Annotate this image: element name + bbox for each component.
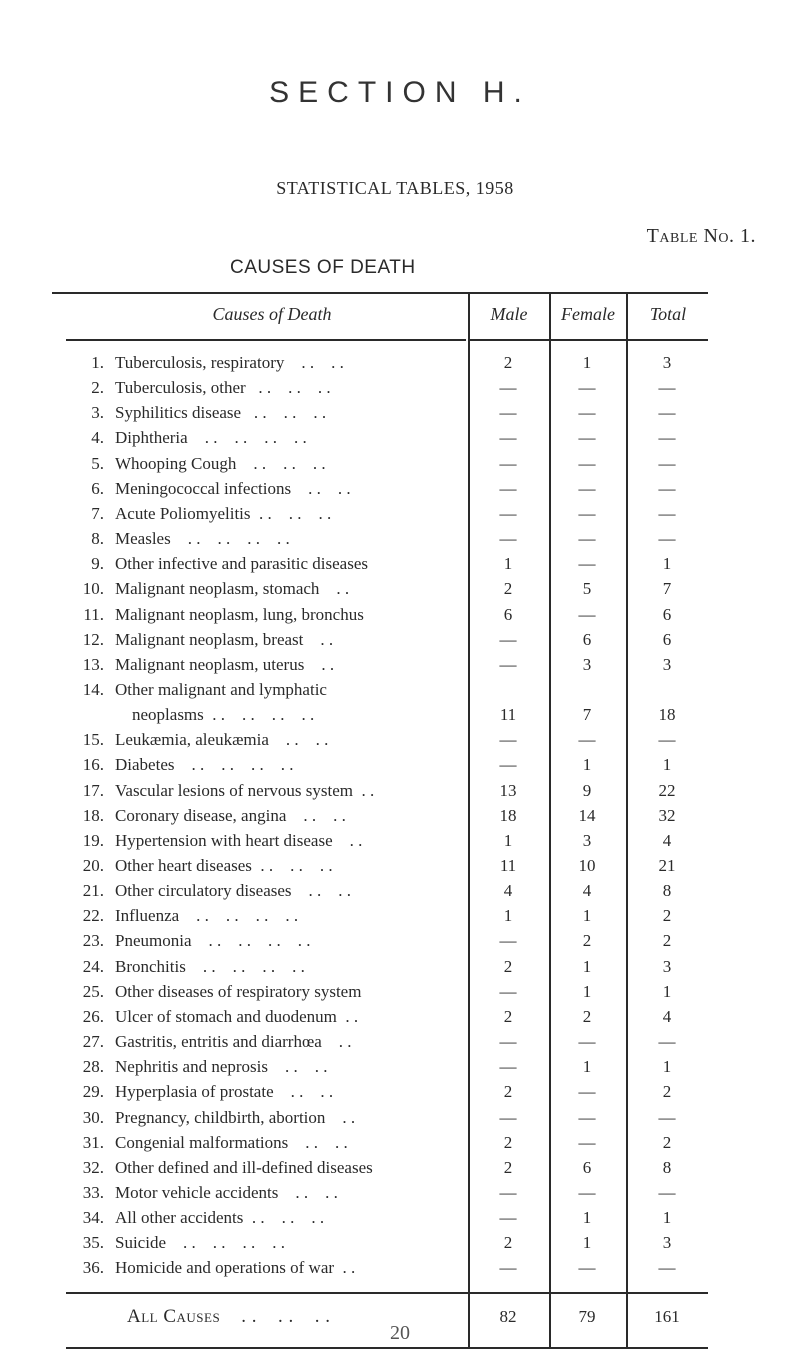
totals-male: 82 [499, 1307, 517, 1326]
table-row [52, 503, 708, 525]
row-number: 17. [82, 780, 104, 800]
row-male-value: — [499, 403, 517, 423]
row-total-value: 1 [662, 981, 672, 1001]
row-female-value: 5 [582, 579, 592, 599]
row-female-value: — [578, 604, 596, 624]
table-row [52, 1056, 708, 1078]
table-row [52, 905, 708, 927]
row-cause-label: Other defined and ill-defined diseases [115, 1157, 373, 1177]
row-male-value: 11 [499, 705, 517, 725]
row-number: 3. [91, 403, 104, 423]
row-cause-label: Hyperplasia of prostate . . . . [115, 1082, 334, 1102]
row-female-value: 1 [582, 755, 592, 775]
row-female-value: 10 [578, 856, 596, 875]
row-total-value: 8 [662, 1157, 672, 1177]
row-male-value: 18 [499, 805, 517, 825]
row-male-value: 11 [499, 856, 517, 875]
row-male-value: 2 [503, 1082, 513, 1102]
table-row [52, 553, 708, 575]
row-male-value: 1 [503, 830, 513, 850]
row-male-value: — [499, 1258, 517, 1278]
row-total-value: — [658, 730, 676, 750]
table-row [52, 352, 708, 374]
row-male-value: — [499, 629, 517, 649]
row-male-value: 4 [503, 881, 513, 901]
column-header-total: Total [649, 304, 687, 324]
row-female-value: — [578, 378, 596, 398]
row-number: 12. [82, 629, 104, 649]
row-cause-label: neoplasms . . . . . . . . [115, 705, 315, 725]
row-male-value: 1 [503, 554, 513, 574]
row-female-value: — [578, 1132, 596, 1152]
row-total-value: 4 [662, 1006, 672, 1026]
row-total-value: 1 [662, 554, 672, 574]
row-male-value: — [499, 730, 517, 750]
row-number: 26. [82, 1006, 104, 1026]
row-female-value: — [578, 1107, 596, 1127]
row-cause-label: Syphilitics disease . . . . . . [115, 403, 327, 423]
row-male-value: — [499, 931, 517, 951]
table-row [52, 604, 708, 626]
row-male-value: — [499, 755, 517, 775]
row-cause-label: Pneumonia . . . . . . . . [115, 931, 311, 951]
table-row [52, 880, 708, 902]
table-row [52, 1081, 708, 1103]
row-cause-label: Diabetes . . . . . . . . [115, 755, 294, 775]
row-number: 8. [91, 529, 104, 549]
causes-of-death-table [52, 292, 708, 1348]
row-number: 20. [82, 856, 104, 875]
row-number: 1. [91, 353, 104, 372]
row-male-value: 13 [499, 780, 517, 800]
row-female-value: 9 [582, 780, 592, 800]
row-total-value: 21 [658, 856, 676, 875]
row-total-value: — [658, 1032, 676, 1052]
row-female-value: 1 [582, 906, 592, 926]
row-female-value: 1 [582, 1057, 592, 1077]
column-header-cause: Causes of Death [212, 304, 332, 324]
totals-female: 79 [578, 1307, 596, 1326]
row-male-value: — [499, 654, 517, 674]
row-female-value: — [578, 503, 596, 523]
row-male-value: — [499, 1107, 517, 1127]
table-row [52, 1107, 708, 1129]
row-cause-label: Motor vehicle accidents . . . . [115, 1182, 338, 1202]
row-cause-label: Other diseases of respiratory system [115, 981, 362, 1001]
row-number: 34. [82, 1208, 104, 1228]
row-female-value: 7 [582, 705, 592, 725]
row-female-value: — [578, 529, 596, 549]
row-number: 32. [82, 1157, 104, 1177]
row-male-value: 2 [503, 579, 513, 599]
row-cause-label: Malignant neoplasm, breast . . [115, 629, 334, 649]
row-cause-label: Vascular lesions of nervous system . . [115, 780, 375, 800]
row-number: 15. [82, 730, 104, 750]
table-row [52, 704, 708, 726]
row-male-value: — [499, 1208, 517, 1228]
row-female-value: — [578, 478, 596, 498]
row-male-value: 6 [503, 604, 513, 624]
table-row [52, 855, 708, 877]
row-cause-label: Leukæmia, aleukæmia . . . . [115, 730, 329, 750]
row-total-value: — [658, 453, 676, 473]
row-female-value: 1 [582, 956, 592, 976]
row-cause-label: Other circulatory diseases . . . . [115, 881, 352, 901]
row-number: 18. [82, 805, 104, 825]
table-row [52, 956, 708, 978]
row-male-value: 2 [503, 956, 513, 976]
table-row [52, 1031, 708, 1053]
row-number: 7. [91, 503, 104, 523]
row-number: 4. [91, 428, 104, 448]
table-row [52, 679, 708, 701]
row-total-value: — [658, 1107, 676, 1127]
row-number: 33. [82, 1182, 104, 1202]
row-female-value: — [578, 1182, 596, 1202]
row-total-value: — [658, 1258, 676, 1278]
row-cause-label: All other accidents . . . . . . [115, 1208, 325, 1228]
row-male-value: — [499, 453, 517, 473]
table-row [52, 654, 708, 676]
totals-top-rule [66, 1292, 708, 1294]
subtitle: STATISTICAL TABLES, 1958 [276, 178, 514, 198]
row-cause-label: Tuberculosis, other . . . . . . [115, 378, 331, 398]
row-female-value: — [578, 554, 596, 574]
row-female-value: 3 [582, 654, 592, 674]
row-male-value: — [499, 503, 517, 523]
table-row [52, 780, 708, 802]
row-cause-label: Hypertension with heart disease . . [115, 830, 363, 850]
row-total-value: 3 [662, 353, 672, 372]
row-female-value: — [578, 1258, 596, 1278]
table-row [52, 805, 708, 827]
table-row [52, 478, 708, 500]
table-row [52, 1207, 708, 1229]
row-male-value: 1 [503, 906, 513, 926]
row-total-value: 7 [662, 579, 672, 599]
row-number: 31. [82, 1132, 104, 1152]
row-female-value: 1 [582, 1233, 592, 1253]
row-total-value: 2 [662, 931, 672, 951]
row-number: 16. [82, 755, 104, 775]
row-cause-label: Malignant neoplasm, lung, bronchus [115, 604, 364, 624]
row-female-value: — [578, 730, 596, 750]
row-number: 36. [82, 1258, 104, 1278]
row-number: 28. [82, 1057, 104, 1077]
table-title: CAUSES OF DEATH [230, 257, 416, 278]
row-number: 11. [83, 604, 104, 624]
row-cause-label: Pregnancy, childbirth, abortion . . [115, 1107, 356, 1127]
row-total-value: 1 [662, 755, 672, 775]
row-male-value: 2 [503, 1006, 513, 1026]
row-total-value: — [658, 529, 676, 549]
row-number: 5. [91, 453, 104, 473]
column-header-female: Female [561, 304, 615, 324]
row-cause-label: Gastritis, entritis and diarrhœa . . [115, 1032, 352, 1052]
table-row [52, 629, 708, 651]
header-rule-values [468, 339, 708, 341]
row-female-value: — [578, 403, 596, 423]
row-cause-label: Coronary disease, angina . . . . [115, 805, 346, 825]
row-number: 27. [82, 1032, 104, 1052]
row-total-value: — [658, 478, 676, 498]
row-cause-label: Malignant neoplasm, stomach . . [115, 579, 350, 599]
row-number: 29. [82, 1082, 104, 1102]
row-total-value: — [658, 503, 676, 523]
table-row [52, 377, 708, 399]
top-rule [52, 292, 708, 294]
row-male-value: 2 [503, 1132, 513, 1152]
row-cause-label: Congenial malformations . . . . [115, 1132, 348, 1152]
page-number: 20 [390, 1322, 410, 1344]
row-number: 9. [91, 554, 104, 574]
row-female-value: 1 [582, 353, 592, 372]
row-total-value: 4 [662, 830, 672, 850]
row-cause-label: Tuberculosis, respiratory . . . . [115, 353, 344, 372]
row-total-value: 22 [658, 780, 676, 800]
row-total-value: 1 [662, 1057, 672, 1077]
row-female-value: 6 [582, 1157, 592, 1177]
row-total-value: 32 [658, 805, 676, 825]
table-row [52, 981, 708, 1003]
table-row [52, 528, 708, 550]
row-male-value: — [499, 1182, 517, 1202]
totals-total: 161 [654, 1307, 680, 1326]
table-row [52, 453, 708, 475]
row-number: 21. [82, 881, 104, 901]
row-male-value: — [499, 981, 517, 1001]
row-male-value: — [499, 1032, 517, 1052]
row-total-value: 6 [662, 629, 672, 649]
row-male-value: — [499, 478, 517, 498]
row-number: 10. [82, 579, 104, 599]
row-male-value: 2 [503, 1233, 513, 1253]
row-female-value: 1 [582, 981, 592, 1001]
row-number: 19. [82, 830, 104, 850]
row-number: 24. [82, 956, 104, 976]
row-cause-label: Other malignant and lymphatic [115, 679, 327, 699]
row-number: 6. [91, 478, 104, 498]
row-female-value: — [578, 1032, 596, 1052]
row-male-value: — [499, 378, 517, 398]
bottom-rule [66, 1347, 708, 1349]
row-number: 22. [82, 906, 104, 926]
row-total-value: — [658, 403, 676, 423]
column-header-male: Male [490, 304, 528, 324]
table-row [52, 830, 708, 852]
row-female-value: — [578, 453, 596, 473]
row-female-value: 3 [582, 830, 592, 850]
row-cause-label: Meningococcal infections . . . . [115, 478, 351, 498]
table-row [52, 1006, 708, 1028]
row-total-value: 2 [662, 1132, 672, 1152]
row-cause-label: Homicide and operations of war . . [115, 1258, 356, 1278]
row-total-value: 2 [662, 906, 672, 926]
table-row [52, 1257, 708, 1279]
row-female-value: 1 [582, 1208, 592, 1228]
row-cause-label: Suicide . . . . . . . . [115, 1233, 285, 1253]
table-row [52, 930, 708, 952]
row-total-value: — [658, 378, 676, 398]
row-number: 35. [82, 1233, 104, 1253]
row-total-value: 8 [662, 881, 672, 901]
row-total-value: 2 [662, 1082, 672, 1102]
row-total-value: 18 [658, 705, 676, 725]
header-rule-cause [66, 339, 466, 341]
table-number: Table No. 1. [646, 225, 756, 247]
row-number: 2. [91, 378, 104, 398]
totals-label: All Causes . . . . . . [127, 1306, 331, 1327]
row-number: 23. [82, 931, 104, 951]
row-cause-label: Measles . . . . . . . . [115, 529, 290, 549]
row-cause-label: Influenza . . . . . . . . [115, 906, 299, 926]
row-male-value: — [499, 1057, 517, 1077]
row-cause-label: Acute Poliomyelitis . . . . . . [115, 503, 332, 523]
table-row [52, 1182, 708, 1204]
row-cause-label: Malignant neoplasm, uterus . . [115, 654, 335, 674]
row-total-value: 1 [662, 1208, 672, 1228]
row-cause-label: Other heart diseases . . . . . . [115, 856, 333, 875]
table-row [52, 1157, 708, 1179]
row-cause-label: Diphtheria . . . . . . . . [115, 428, 307, 448]
row-cause-label: Other infective and parasitic diseases [115, 554, 369, 574]
row-number: 30. [82, 1107, 104, 1127]
row-female-value: 2 [582, 1006, 592, 1026]
row-number: 25. [82, 981, 104, 1001]
row-female-value: — [578, 1082, 596, 1102]
row-total-value: — [658, 428, 676, 448]
row-male-value: 2 [503, 1157, 513, 1177]
table-row [52, 729, 708, 751]
row-male-value: — [499, 529, 517, 549]
row-female-value: 14 [578, 805, 596, 825]
table-row [52, 1232, 708, 1254]
row-cause-label: Nephritis and neprosis . . . . [115, 1057, 328, 1077]
row-total-value: 6 [662, 604, 672, 624]
row-female-value: 6 [582, 629, 592, 649]
row-male-value: 2 [503, 353, 513, 372]
row-total-value: — [658, 1182, 676, 1202]
table-row [52, 1132, 708, 1154]
table-row [52, 427, 708, 449]
row-cause-label: Ulcer of stomach and duodenum . . [115, 1006, 359, 1026]
table-row [52, 754, 708, 776]
row-total-value: 3 [662, 654, 672, 674]
section-heading: SECTION H. [269, 76, 531, 109]
row-cause-label: Bronchitis . . . . . . . . [115, 956, 305, 976]
row-male-value: — [499, 428, 517, 448]
row-total-value: 3 [662, 956, 672, 976]
row-total-value: 3 [662, 1233, 672, 1253]
row-female-value: — [578, 428, 596, 448]
row-number: 14. [82, 679, 104, 699]
table-row [52, 402, 708, 424]
table-row [52, 578, 708, 600]
row-female-value: 4 [582, 881, 592, 901]
row-female-value: 2 [582, 931, 592, 951]
row-number: 13. [82, 654, 104, 674]
row-cause-label: Whooping Cough . . . . . . [115, 453, 326, 473]
